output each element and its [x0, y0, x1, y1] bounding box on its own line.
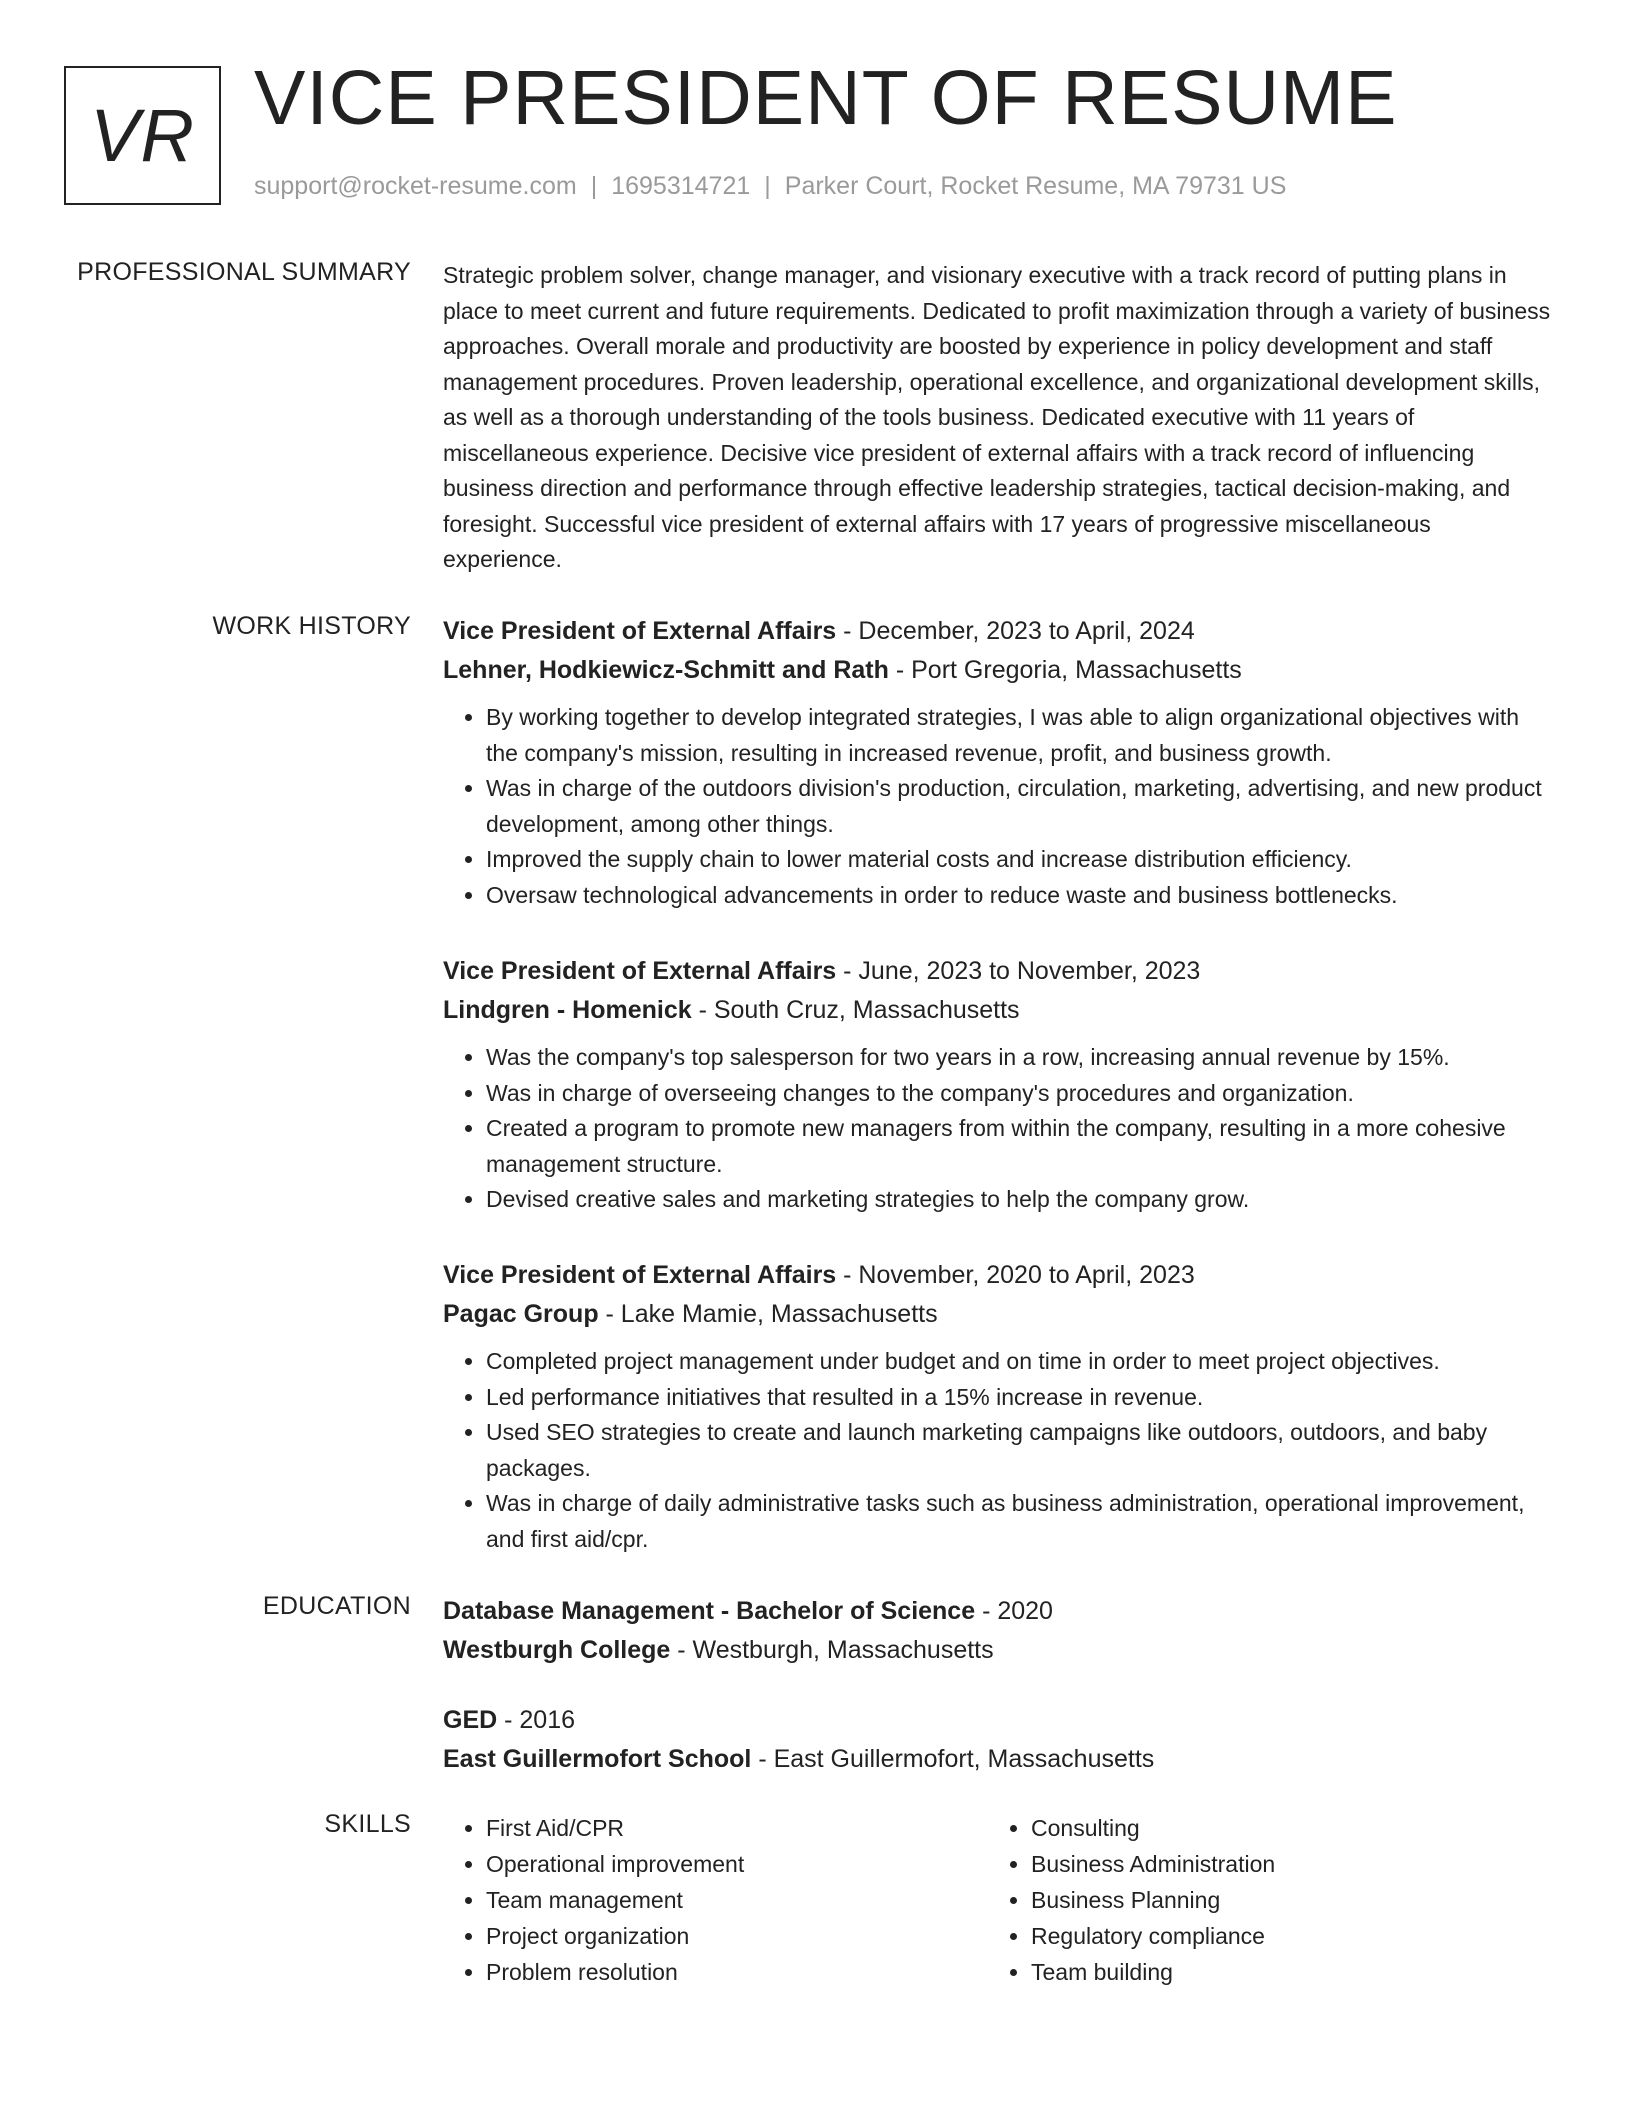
- summary-body: [443, 258, 1553, 578]
- job-bullet: • Was in charge of daily administrative tasks such as business administration, operational improvement, and first aid/cpr.: [486, 1486, 1553, 1557]
- job-bullet: • Devised creative sales and marketing strategies to help the company grow.: [486, 1182, 1553, 1218]
- job-company-line: [443, 651, 1553, 690]
- skills-list: [443, 1810, 963, 1990]
- job-company-line: [443, 991, 1553, 1030]
- resume-name: VICE PRESIDENT OF RESUME: [254, 55, 1398, 141]
- education-school-line: [443, 1631, 1553, 1670]
- job-title-line: [443, 952, 1553, 991]
- contact-line: [254, 172, 1286, 201]
- education-school: East Guillermofort School: [443, 1745, 752, 1773]
- education-school-line: [443, 1740, 1553, 1779]
- education-entry: [443, 1592, 1553, 1670]
- contact-address: Parker Court, Rocket Resume, MA 79731 US: [784, 172, 1287, 200]
- contact-phone: 1695314721: [611, 172, 751, 200]
- education-entry: [443, 1701, 1553, 1779]
- section-label-summary: PROFESSIONAL SUMMARY: [77, 258, 411, 286]
- job-bullet: • Oversaw technological advancements in order to reduce waste and business bottlenecks.: [486, 878, 1553, 914]
- skill-item: • Problem resolution: [486, 1954, 963, 1990]
- skill-item: • Team management: [486, 1882, 963, 1918]
- job-bullet: • Was the company's top salesperson for two years in a row, increasing annual revenue by 15%.: [486, 1040, 1553, 1076]
- job-title: Vice President of External Affairs: [443, 617, 837, 645]
- job-dates: - June, 2023 to November, 2023: [836, 957, 1201, 985]
- job-company-line: [443, 1295, 1553, 1334]
- job-bullet: • Created a program to promote new managers from within the company, resulting in a more cohesive management structure.: [486, 1111, 1553, 1182]
- education-degree-line: [443, 1592, 1553, 1631]
- education-year: - 2020: [975, 1597, 1053, 1625]
- education-degree-line: [443, 1701, 1553, 1740]
- job-bullet: • By working together to develop integrated strategies, I was able to align organizational objectives with the company's mission, resulting in increased revenue, profit, and business growth.: [486, 700, 1553, 771]
- job-location: - Port Gregoria, Massachusetts: [888, 656, 1242, 684]
- job-bullet: • Improved the supply chain to lower material costs and increase distribution efficiency.: [486, 842, 1553, 878]
- skills-column-left: [443, 1810, 963, 1990]
- skill-item: • First Aid/CPR: [486, 1810, 963, 1846]
- job-bullet: • Completed project management under budget and on time in order to meet project objectives.: [486, 1344, 1553, 1380]
- education-year: - 2016: [497, 1706, 576, 1734]
- job-title-line: [443, 1256, 1553, 1295]
- summary-text: Strategic problem solver, change manager, and visionary executive with a track record of putting plans in place to meet current and future requirements. Dedicated to profit maximization through a variety of business approaches. Overall morale and productivity are boosted by experience in policy development and staff management procedures. Proven leadership, operational excellence, and organizational development skills, as well as a thorough understanding of the tools business. Dedicated executive with 11 years of miscellaneous experience. Decisive vice president of external affairs with a track record of influencing business direction and performance through effective leadership strategies, tactical decision-making, and foresight. Successful vice president of external affairs with 17 years of progressive miscellaneous experience.: [443, 262, 1551, 572]
- skill-item: • Consulting: [1031, 1810, 1508, 1846]
- job-entry: [443, 1256, 1553, 1557]
- job-bullets: [443, 1344, 1553, 1557]
- skill-item: • Business Planning: [1031, 1882, 1508, 1918]
- job-entry: [443, 952, 1553, 1218]
- skill-item: • Business Administration: [1031, 1846, 1508, 1882]
- job-bullet: • Was in charge of overseeing changes to the company's procedures and organization.: [486, 1076, 1553, 1112]
- monogram-box: [64, 66, 221, 205]
- skills-list: [988, 1810, 1508, 1990]
- skill-item: • Team building: [1031, 1954, 1508, 1990]
- skill-item: • Regulatory compliance: [1031, 1918, 1508, 1954]
- education-location: - East Guillermofort, Massachusetts: [751, 1745, 1155, 1773]
- education-degree: Database Management - Bachelor of Science: [443, 1597, 976, 1625]
- job-dates: - November, 2020 to April, 2023: [836, 1261, 1195, 1289]
- section-label-skills: SKILLS: [324, 1810, 411, 1838]
- job-title: Vice President of External Affairs: [443, 1261, 837, 1289]
- contact-separator: |: [764, 172, 771, 200]
- education-school: Westburgh College: [443, 1636, 671, 1664]
- job-location: - Lake Mamie, Massachusetts: [598, 1300, 938, 1328]
- job-title: Vice President of External Affairs: [443, 957, 837, 985]
- job-company: Lindgren - Homenick: [443, 996, 692, 1024]
- education-degree: GED: [443, 1706, 498, 1734]
- skill-item: • Operational improvement: [486, 1846, 963, 1882]
- job-dates: - December, 2023 to April, 2024: [836, 617, 1195, 645]
- job-company: Lehner, Hodkiewicz-Schmitt and Rath: [443, 656, 889, 684]
- job-bullets: [443, 1040, 1553, 1218]
- education-location: - Westburgh, Massachusetts: [670, 1636, 994, 1664]
- job-bullets: [443, 700, 1553, 913]
- skills-column-right: [988, 1810, 1508, 1990]
- section-label-education: EDUCATION: [262, 1592, 411, 1620]
- monogram-initials: VR: [90, 93, 195, 177]
- job-title-line: [443, 612, 1553, 651]
- job-bullet: • Was in charge of the outdoors division's production, circulation, marketing, advertising, and new product development, among other things.: [486, 771, 1553, 842]
- contact-separator: |: [590, 172, 598, 200]
- skill-item: • Project organization: [486, 1918, 963, 1954]
- job-bullet: • Led performance initiatives that resulted in a 15% increase in revenue.: [486, 1380, 1553, 1416]
- job-company: Pagac Group: [443, 1300, 599, 1328]
- job-bullet: • Used SEO strategies to create and launch marketing campaigns like outdoors, outdoors, and baby packages.: [486, 1415, 1553, 1486]
- contact-email: support@rocket-resume.com: [254, 172, 577, 200]
- job-entry: [443, 612, 1553, 913]
- section-label-work-history: WORK HISTORY: [212, 612, 411, 640]
- job-location: - South Cruz, Massachusetts: [691, 996, 1020, 1024]
